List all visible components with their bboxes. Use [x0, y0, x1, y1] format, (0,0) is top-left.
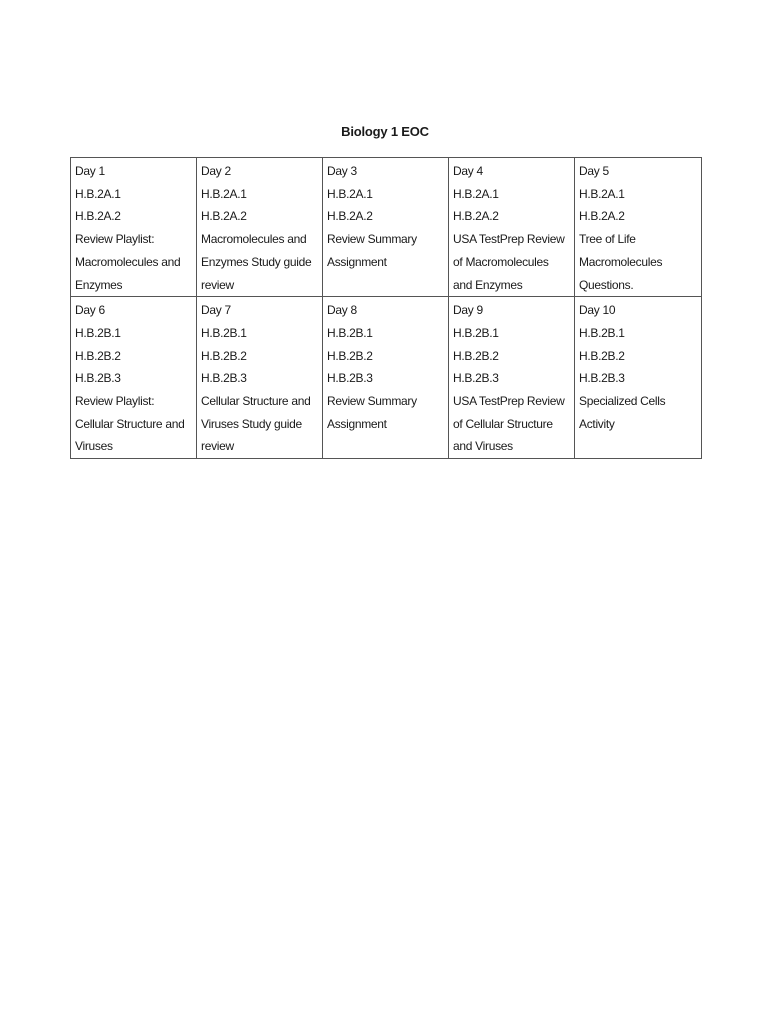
day-cell — [449, 297, 575, 459]
standard-code: H.B.2B.3 — [579, 371, 625, 386]
activity-text: Specialized Cells Activity — [579, 394, 666, 431]
table-row — [71, 158, 702, 297]
day-label: Day 6 — [75, 303, 105, 318]
standard-code: H.B.2B.1 — [327, 325, 373, 340]
standard-code: H.B.2B.2 — [201, 348, 247, 363]
day-cell — [323, 297, 449, 459]
standard-code: H.B.2B.3 — [327, 371, 373, 386]
activity-text: USA TestPrep Review of Macromolecules and Enzymes — [453, 232, 565, 292]
page-title: Biology 1 EOC — [341, 124, 429, 139]
activity-text: Review Summary Assignment — [327, 232, 417, 269]
day-cell — [197, 297, 323, 459]
day-label: Day 8 — [327, 303, 357, 318]
standard-code: H.B.2A.1 — [75, 186, 121, 201]
standard-code: H.B.2B.3 — [453, 371, 499, 386]
day-label: Day 1 — [75, 164, 105, 178]
day-label: Day 9 — [453, 303, 483, 318]
day-cell — [71, 297, 197, 459]
standard-code: H.B.2B.3 — [201, 371, 247, 386]
standard-code: H.B.2A.2 — [201, 209, 247, 224]
day-label: Day 5 — [579, 164, 609, 178]
standard-code: H.B.2B.1 — [75, 325, 121, 340]
day-label: Day 3 — [327, 164, 357, 178]
day-label: Day 4 — [453, 164, 483, 178]
day-cell — [575, 297, 702, 459]
schedule-table — [70, 157, 702, 459]
day-label: Day 10 — [579, 303, 616, 318]
standard-code: H.B.2B.1 — [201, 325, 247, 340]
day-cell — [197, 158, 323, 297]
standard-code: H.B.2A.2 — [75, 209, 121, 224]
standard-code: H.B.2B.2 — [327, 348, 373, 363]
activity-text: Review Summary Assignment — [327, 394, 417, 431]
activity-text: Macromolecules and Enzymes Study guide review — [201, 232, 312, 292]
standard-code: H.B.2A.1 — [201, 186, 247, 201]
activity-text: Review Playlist: Macromolecules and Enzymes — [75, 232, 181, 292]
activity-text: Review Playlist: Cellular Structure and Viruses — [75, 394, 185, 454]
standard-code: H.B.2A.2 — [327, 209, 373, 224]
activity-text: Tree of Life Macromolecules Questions. — [579, 232, 663, 292]
day-cell — [323, 158, 449, 297]
standard-code: H.B.2B.2 — [453, 348, 499, 363]
standard-code: H.B.2A.2 — [579, 209, 625, 224]
activity-text: USA TestPrep Review of Cellular Structure and Viruses — [453, 394, 565, 454]
standard-code: H.B.2B.1 — [453, 325, 499, 340]
day-label: Day 2 — [201, 164, 231, 178]
standard-code: H.B.2A.1 — [579, 186, 625, 201]
table-row — [71, 297, 702, 459]
standard-code: H.B.2B.2 — [75, 348, 121, 363]
day-label: Day 7 — [201, 303, 231, 318]
day-cell — [71, 158, 197, 297]
standard-code: H.B.2A.1 — [453, 186, 499, 201]
day-cell — [449, 158, 575, 297]
standard-code: H.B.2A.1 — [327, 186, 373, 201]
standard-code: H.B.2B.2 — [579, 348, 625, 363]
standard-code: H.B.2A.2 — [453, 209, 499, 224]
activity-text: Cellular Structure and Viruses Study guide review — [201, 394, 311, 454]
standard-code: H.B.2B.1 — [579, 325, 625, 340]
standard-code: H.B.2B.3 — [75, 371, 121, 386]
day-cell — [575, 158, 702, 297]
